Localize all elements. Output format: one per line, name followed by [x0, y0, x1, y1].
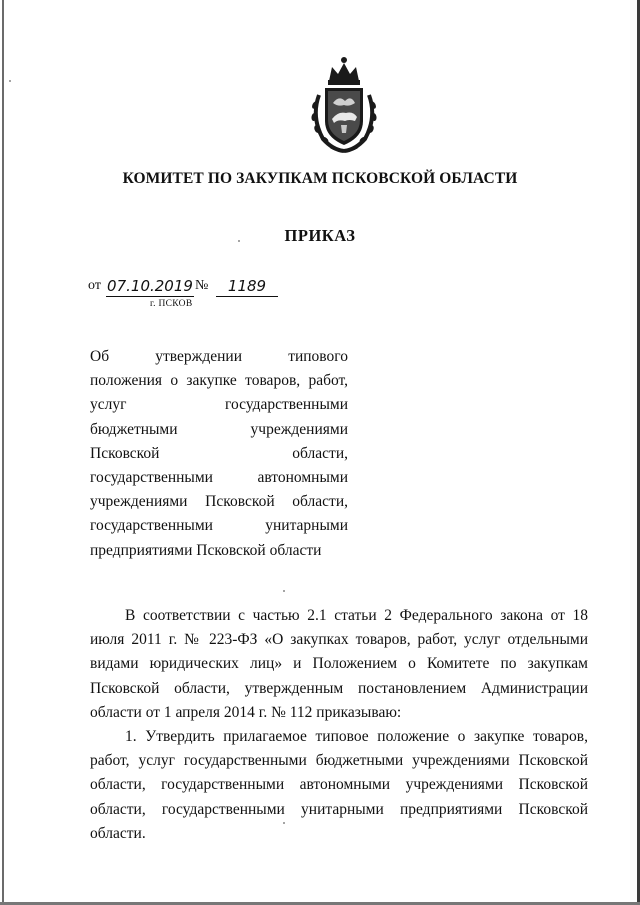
number-sign: № [195, 278, 209, 293]
subject-line: учреждениями Псковской области, [90, 493, 348, 511]
order-date: 07.10.2019 [107, 277, 193, 295]
issue-city: г. ПСКОВ [150, 299, 193, 309]
scan-edge-left [2, 0, 4, 905]
subject-line: Псковской области, [90, 444, 348, 462]
subject-line: услуг государственными [90, 396, 348, 414]
order-number: 1189 [216, 276, 278, 297]
order-date-number [88, 276, 288, 298]
document-title: ПРИКАЗ [284, 226, 356, 245]
subject-line: Об утверждении типового [90, 348, 348, 365]
scan-speck [283, 590, 285, 592]
order-item-1: 1. Утвердить прилагаемое типовое положение о закупке товаров, работ, услуг государственными бюджетными учреждениями Псковской области, государственными автономными учреждениями Псковской области, государственными унитарными предприятиями Псковской области. [90, 728, 588, 842]
committee-name: КОМИТЕТ ПО ЗАКУПКАМ ПСКОВСКОЙ ОБЛАСТИ [122, 170, 518, 187]
order-body [90, 604, 588, 846]
subject-line: государственными автономными [90, 469, 348, 487]
subject-line: государственными унитарными [90, 517, 348, 535]
preamble-paragraph: В соответствии с частью 2.1 статьи 2 Федерального закона от 18 июля 2011 г. № 223-ФЗ «О закупках товаров, работ, услуг отдельными видами юридических лиц» и Положением о Комитете по закупкам Псковской области, утвержденным постановлением Администрации области от 1 апреля 2014 г. № 112 приказываю: [90, 607, 588, 721]
scan-speck [9, 80, 11, 82]
pskov-oblast-coat-of-arms-icon [305, 55, 383, 155]
order-subject [90, 345, 348, 563]
subject-line: предприятиями Псковской области [90, 541, 322, 559]
date-prefix: от [88, 278, 101, 293]
subject-line: положения о закупке товаров, работ, [90, 372, 348, 390]
subject-line: бюджетными учреждениями [90, 420, 348, 438]
